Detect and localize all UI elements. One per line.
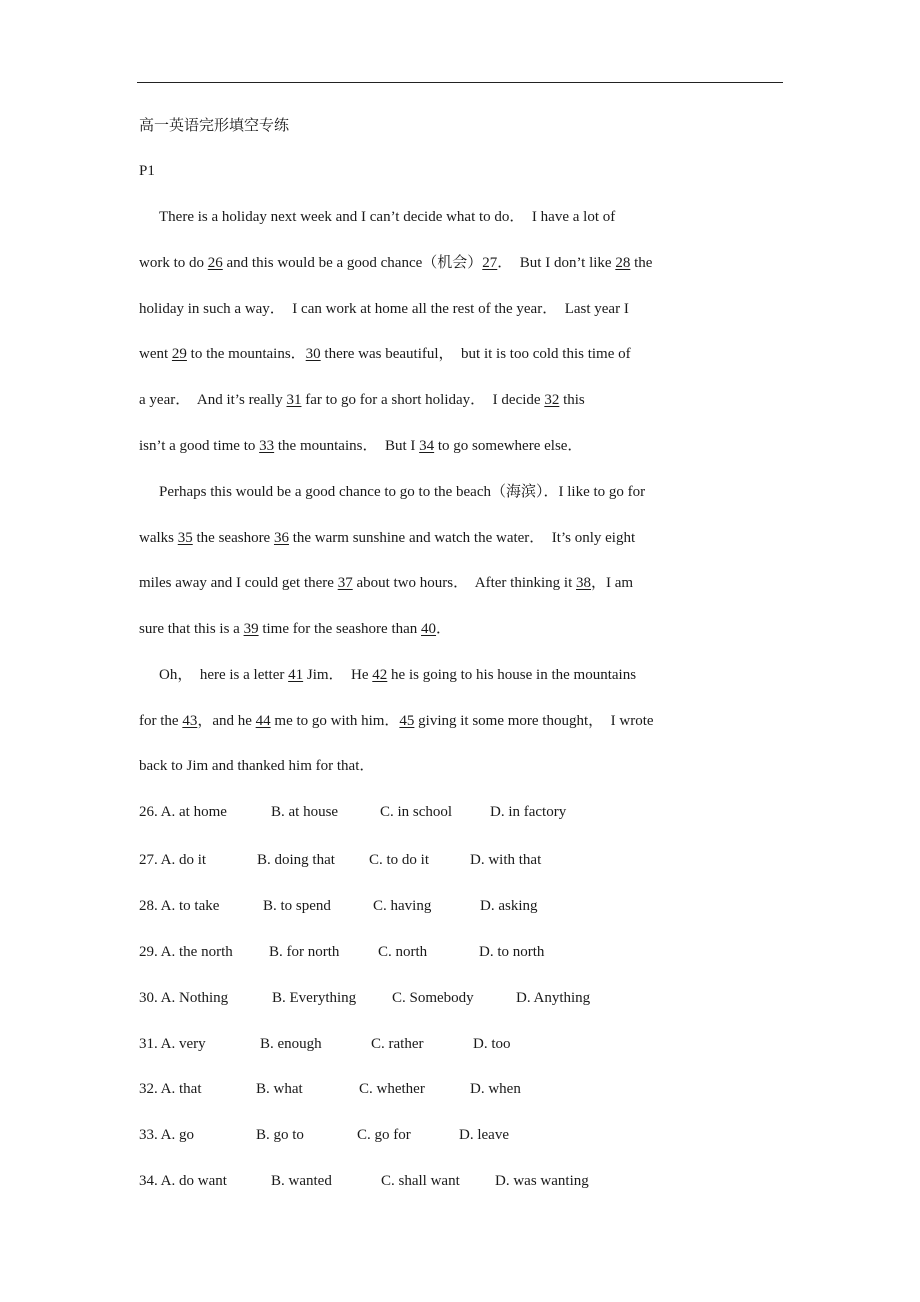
option-c: C. rather [371, 1036, 424, 1052]
section-label: P1 [139, 163, 155, 179]
option-b: B. go to [256, 1127, 304, 1143]
option-d: D. Anything [516, 990, 591, 1006]
blank-26: 26 [207, 255, 223, 271]
option-c: C. in school [380, 804, 453, 820]
passage-line: holiday in such a way． I can work at home all the rest of the year． Last year I [139, 301, 629, 317]
option-a: 30. A. Nothing [139, 990, 229, 1006]
question-33 [139, 1125, 779, 1145]
passage-line: went 29 to the mountains．30 there was beautiful， but it is too cold this time of [139, 346, 631, 362]
option-c: C. to do it [369, 852, 430, 868]
option-c: C. Somebody [392, 990, 474, 1006]
passage-line: isn’t a good time to 33 the mountains． But I 34 to go somewhere else． [139, 438, 583, 454]
question-34 [139, 1171, 779, 1191]
option-c: C. north [378, 944, 428, 960]
blank-27: 27 [482, 255, 498, 271]
option-b: B. enough [260, 1036, 322, 1052]
blank-30: 30 [305, 346, 321, 362]
option-b: B. for north [269, 944, 340, 960]
blank-41: 41 [288, 667, 304, 683]
blank-34: 34 [419, 438, 435, 454]
option-c: C. whether [359, 1081, 425, 1097]
passage-line: a year． And it’s really 31 far to go for a short holiday． I decide 32 this [139, 392, 585, 408]
blank-39: 39 [243, 621, 259, 637]
option-a: 34. A. do want [139, 1173, 227, 1189]
option-a: 26. A. at home [139, 804, 227, 820]
passage-line: walks 35 the seashore 36 the warm sunshine and watch the water． It’s only eight [139, 530, 636, 546]
passage-line: work to do 26 and this would be a good chance（机会）27． But I don’t like 28 the [139, 255, 653, 271]
option-b: B. wanted [271, 1173, 332, 1189]
option-d: D. was wanting [495, 1173, 589, 1189]
blank-31: 31 [286, 392, 302, 408]
option-a: 32. A. that [139, 1081, 202, 1097]
option-d: D. in factory [490, 804, 567, 820]
blank-33: 33 [259, 438, 275, 454]
passage-line: back to Jim and thanked him for that． [139, 758, 375, 774]
option-b: B. to spend [263, 898, 331, 914]
passage-line: Perhaps this would be a good chance to go to the beach（海滨）．I like to go for [159, 484, 646, 500]
passage-line: Oh， here is a letter 41 Jim． He 42 he is going to his house in the mountains [159, 667, 637, 683]
option-b: B. what [256, 1081, 303, 1097]
page-title: 高一英语完形填空专练 [139, 118, 290, 134]
question-27 [139, 850, 779, 870]
option-d: D. too [473, 1036, 511, 1052]
option-a: 33. A. go [139, 1127, 195, 1143]
passage-line: sure that this is a 39 time for the seashore than 40． [139, 621, 452, 637]
question-28 [139, 896, 779, 916]
option-d: D. when [470, 1081, 521, 1097]
blank-32: 32 [544, 392, 560, 408]
blank-36: 36 [273, 530, 289, 546]
option-d: D. with that [470, 852, 542, 868]
header-rule [137, 82, 783, 83]
option-d: D. asking [480, 898, 538, 914]
option-a: 28. A. to take [139, 898, 220, 914]
option-b: B. at house [271, 804, 339, 820]
passage-line: miles away and I could get there 37 about two hours． After thinking it 38，I am [139, 575, 634, 591]
option-a: 27. A. do it [139, 852, 207, 868]
blank-38: 38 [576, 575, 592, 591]
blank-42: 42 [372, 667, 388, 683]
option-a: 29. A. the north [139, 944, 233, 960]
passage-line: There is a holiday next week and I can’t decide what to do． I have a lot of [159, 209, 616, 225]
blank-45: 45 [399, 713, 415, 729]
blank-35: 35 [177, 530, 193, 546]
passage-line: for the 43，and he 44 me to go with him．45 giving it some more thought， I wrote [139, 713, 654, 729]
option-d: D. to north [479, 944, 545, 960]
blank-29: 29 [171, 346, 187, 362]
blank-37: 37 [337, 575, 353, 591]
question-29 [139, 942, 779, 962]
blank-44: 44 [255, 713, 271, 729]
option-c: C. shall want [381, 1173, 460, 1189]
option-b: B. Everything [272, 990, 357, 1006]
option-d: D. leave [459, 1127, 509, 1143]
question-31 [139, 1034, 779, 1054]
question-32 [139, 1079, 779, 1099]
question-30 [139, 988, 779, 1008]
option-c: C. having [373, 898, 432, 914]
option-a: 31. A. very [139, 1036, 206, 1052]
blank-43: 43 [182, 713, 198, 729]
question-26 [139, 802, 779, 822]
option-b: B. doing that [257, 852, 335, 868]
blank-40: 40 [421, 621, 437, 637]
blank-28: 28 [615, 255, 631, 271]
option-c: C. go for [357, 1127, 411, 1143]
